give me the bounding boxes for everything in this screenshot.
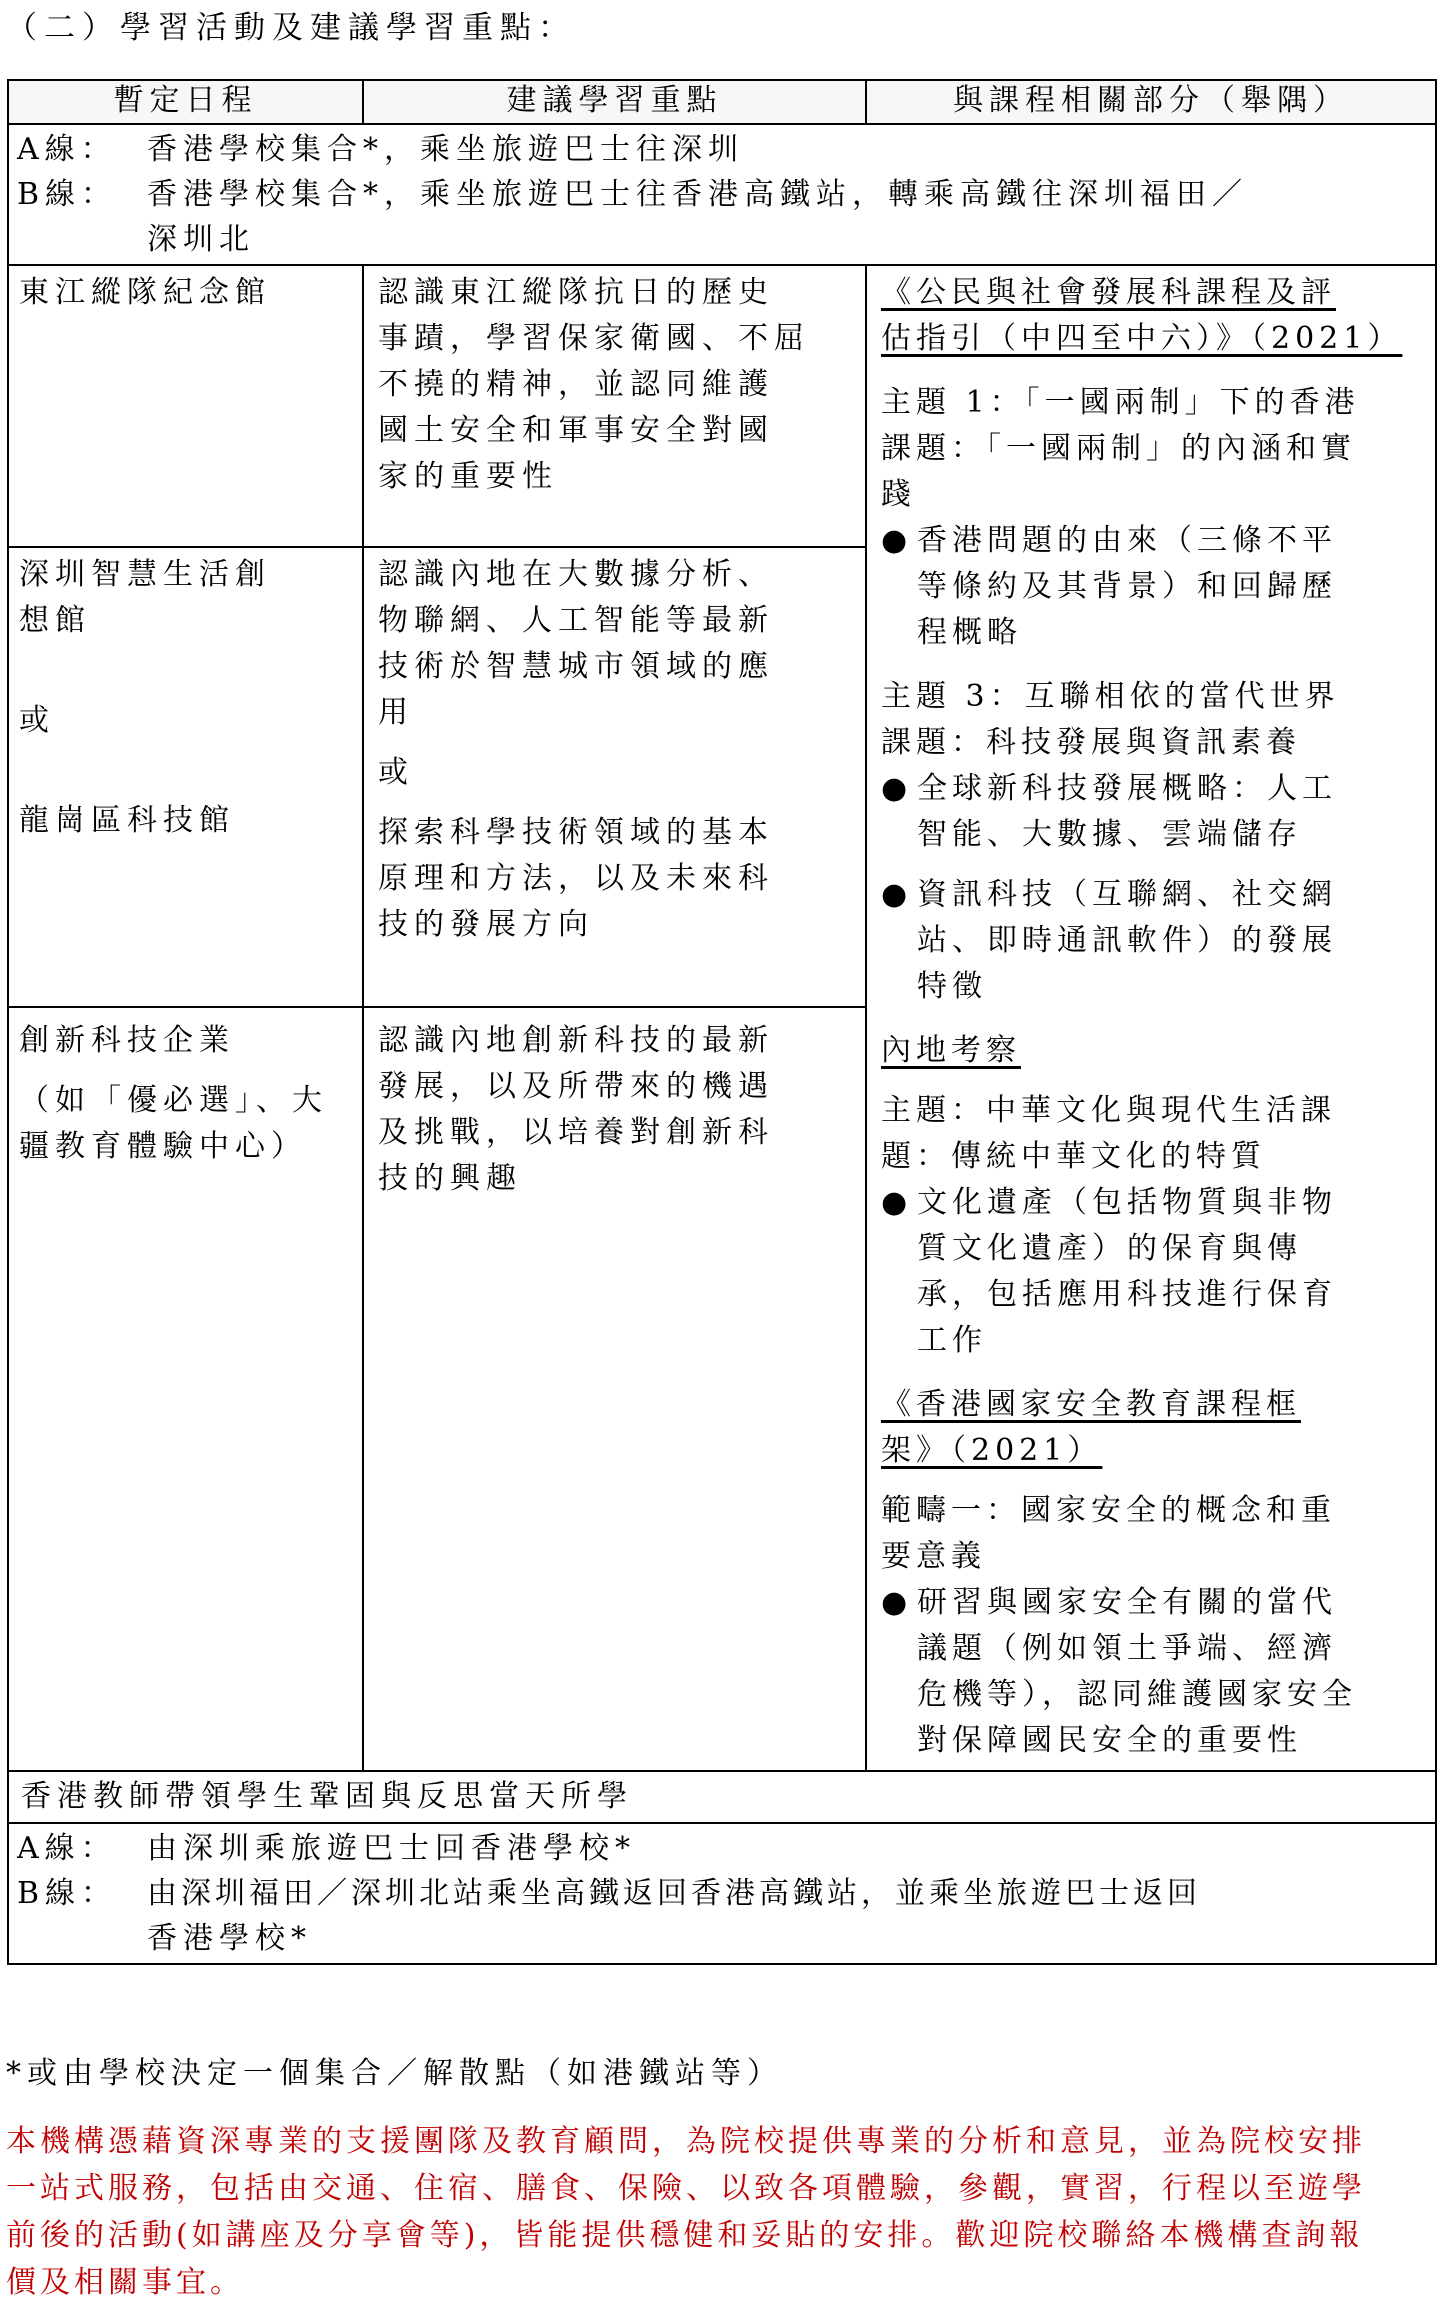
footnote: *或由學校決定一個集合／解散點（如港鐵站等） xyxy=(6,2056,783,2091)
activity-name-cell: 東江縱隊紀念館 xyxy=(8,265,363,547)
consolidation-cell: 香港教師帶領學生鞏固與反思當天所學 xyxy=(8,1771,1436,1823)
bullet-item: ● 香港問題的由來（三條不平 等條約及其背景）和回歸歷 程概略 xyxy=(881,518,1425,656)
or-label: 或 xyxy=(19,703,55,739)
route-label: A線： xyxy=(17,132,117,167)
activity-name-cell: 創新科技企業 （如「優必選」、大 疆教育體驗中心） xyxy=(8,1007,363,1771)
section-heading: （二）學習活動及建議學習重點： xyxy=(6,10,576,46)
focus-cell: 認識東江縱隊抗日的歷史 事蹟，學習保家衛國、不屈 不撓的精神，並認同維護 國土安全和軍事安全對國 家的重要性 xyxy=(363,265,866,547)
focus-cell: 認識內地創新科技的最新 發展，以及所帶來的機遇 及挑戰，以培養對創新科 技的興趣 xyxy=(363,1007,866,1771)
theme-1: 主題 1：「一國兩制」下的香港 課題：「一國兩制」的內涵和實 踐 ● 香港問題的由來（三條不平 等條約及其背景）和回歸歷 程概略 xyxy=(881,380,1425,656)
table-header-row xyxy=(8,80,1436,124)
departure-route-a: A線： 香港學校集合*，乘坐旅遊巴士往深圳 xyxy=(17,127,1425,172)
departure-route-b: B線： 香港學校集合*，乘坐旅遊巴士往香港高鐵站，轉乘高鐵往深圳福田／ 深圳北 xyxy=(17,172,1425,262)
curriculum-cell: 《公民與社會發展科課程及評 估指引（中四至中六）》（2021） 主題 1：「一國兩制」下的香港 課題：「一國兩制」的內涵和實 踐 ● 香港問題的由來（三條不平 等條約及其背景）和回歸歷 程概略 主題 3：互聯相依的當代世界 課題：科技發展與資訊素養 ● 全球新科技發展概略：人工 智能、大數據、雲端儲存 ● 資訊科技（互聯網、社交網 站、即時通訊軟件）的發展 特徵 內地考察 主題：中華文化與現代生活課 題：傳統中華文化的特質 ● 文化遺產（包括物質與非物 質文化遺產）的保育與傳 承，包括應用科技進行保育 工作 《香港國家安全教育課程框 架》（2021） 範疇一：國家安全的概念和重 要意義 ● 研習與國家安全有關的當代 議題（例如領土爭端、經濟 危機等），認同維護國家安全 對保障國民安全的重要性 xyxy=(866,265,1436,1771)
bullet-dot-icon: ● xyxy=(881,771,913,806)
bullet-dot-icon: ● xyxy=(881,1585,913,1620)
bullet-item: ● 文化遺產（包括物質與非物 質文化遺產）的保育與傳 承，包括應用科技進行保育 工作 xyxy=(881,1180,1425,1364)
bullet-item: ● 資訊科技（互聯網、社交網 站、即時通訊軟件）的發展 特徵 xyxy=(881,872,1425,1010)
return-route-a: A線： 由深圳乘旅遊巴士回香港學校* xyxy=(17,1826,1425,1871)
curriculum-doc-title: 《香港國家安全教育課程框 xyxy=(881,1387,1301,1422)
bullet-dot-icon: ● xyxy=(881,1185,913,1220)
curriculum-doc-title: 《公民與社會發展科課程及評 xyxy=(881,275,1336,310)
bullet-item: ● 研習與國家安全有關的當代 議題（例如領土爭端、經濟 危機等），認同維護國家安全 對保障國民安全的重要性 xyxy=(881,1580,1425,1764)
header-focus: 建議學習重點 xyxy=(363,80,866,124)
departure-cell xyxy=(8,124,1436,265)
route-label: A線： xyxy=(17,1831,117,1866)
route-label: B線： xyxy=(17,177,118,212)
bullet-dot-icon: ● xyxy=(881,523,913,558)
mainland-title: 內地考察 xyxy=(881,1033,1021,1068)
focus-cell: 認識內地在大數據分析、 物聯網、人工智能等最新 技術於智慧城市領域的應 用 或 探索科學技術領域的基本 原理和方法，以及未來科 技的發展方向 xyxy=(363,547,866,1007)
national-security-framework: 《香港國家安全教育課程框 架》（2021） 範疇一：國家安全的概念和重 要意義 ● 研習與國家安全有關的當代 議題（例如領土爭端、經濟 危機等），認同維護國家安全 對保障國民安全的重要性 xyxy=(881,1382,1425,1764)
consolidation-row xyxy=(8,1771,1436,1823)
theme-3: 主題 3：互聯相依的當代世界 課題：科技發展與資訊素養 ● 全球新科技發展概略：人工 智能、大數據、雲端儲存 ● 資訊科技（互聯網、社交網 站、即時通訊軟件）的發展 特徵 xyxy=(881,674,1425,1010)
return-route-b: B線： 由深圳福田／深圳北站乘坐高鐵返回香港高鐵站，並乘坐旅遊巴士返回 香港學校* xyxy=(17,1871,1425,1961)
schedule-table xyxy=(7,79,1437,1965)
header-schedule: 暫定日程 xyxy=(8,80,363,124)
promo-paragraph: 本機構憑藉資深專業的支援團隊及教育顧問，為院校提供專業的分析和意見，並為院校安排 一站式服務，包括由交通、住宿、膳食、保險、以致各項體驗，參觀，實習，行程以至遊學 前後的活動(如講座及分享會等)，皆能提供穩健和妥貼的安排。歡迎院校聯絡本機構查詢報 價及相關事宜。 xyxy=(6,2124,1366,2300)
activity-name-cell: 深圳智慧生活創 想館 或 龍崗區科技館 xyxy=(8,547,363,1007)
return-cell xyxy=(8,1823,1436,1964)
departure-row xyxy=(8,124,1436,265)
mainland-study: 內地考察 主題：中華文化與現代生活課 題：傳統中華文化的特質 ● 文化遺產（包括物質與非物 質文化遺產）的保育與傳 承，包括應用科技進行保育 工作 xyxy=(881,1028,1425,1364)
or-label: 或 xyxy=(378,755,414,791)
bullet-dot-icon: ● xyxy=(881,877,913,912)
return-row xyxy=(8,1823,1436,1964)
header-curriculum: 與課程相關部分（舉隅） xyxy=(866,80,1436,124)
bullet-item: ● 全球新科技發展概略：人工 智能、大數據、雲端儲存 xyxy=(881,766,1425,858)
activity-row-1 xyxy=(8,265,1436,547)
route-label: B線： xyxy=(17,1876,118,1911)
